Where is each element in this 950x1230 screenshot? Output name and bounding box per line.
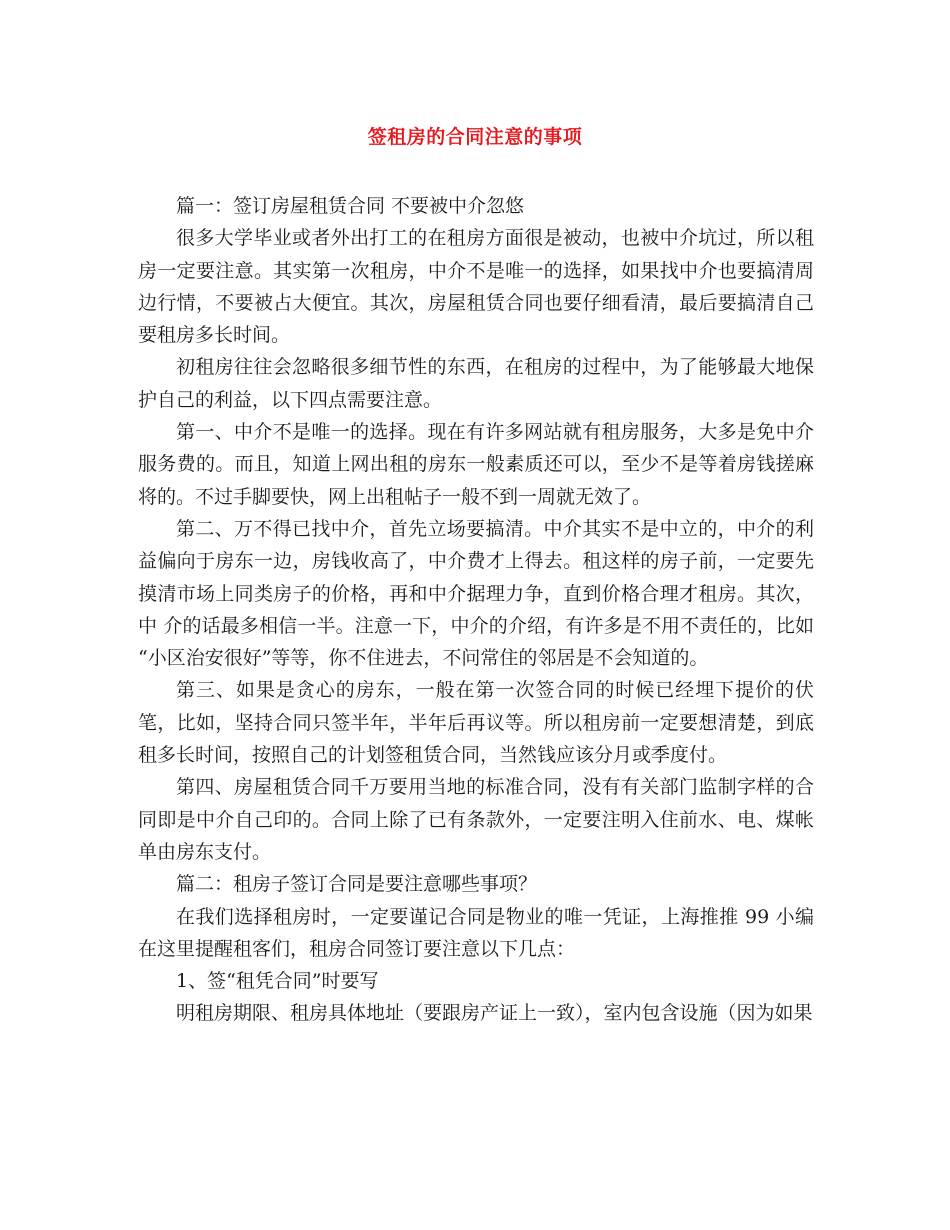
paragraph-item-1-body: 明租房期限、租房具体地址（要跟房产证上一致），室内包含设施（因为如果 [176,1002,813,1025]
paragraph-point-2: 第二、万不得已找中介，首先立场要搞清。中介其实不是中立的，中介的利益偏向于房东一边，房钱收高了，中介费才上得去。租这样的房子前，一定要先摸清市场上同类房子的价格，再和中介据理力争，直到价格合理才租房。其次，中 介的话最多相信一半。注意一下，中介的介绍，有许多是不用不责任的，比如 “小区治安很好”等等，你不住进去，不问常住的邻居是不会知道的。 [138,517,814,670]
paragraph-item-1-heading: 1、签“租凭合同”时要写 [176,970,379,993]
paragraph-point-1: 第一、中介不是唯一的选择。现在有许多网站就有租房服务，大多是免中介服务费的。而且，知道上网出租的房东一般素质还可以，至少不是等着房钱搓麻将的。不过手脚要快，网上出租帖子一般不到一周就无效了。 [138,421,814,508]
document-title: 签租房的合同注意的事项 [367,126,583,148]
paragraph-point-4: 第四、房屋租赁合同千万要用当地的标准合同，没有有关部门监制字样的合同即是中介自己印的。合同上除了已有条款外，一定要注明入住前水、电、煤帐 单由房东支付。 [138,776,814,863]
document-body [138,190,814,1030]
paragraph-part2-heading: 篇二：租房子签订合同是要注意哪些事项？ [176,873,538,896]
paragraph-part2-intro: 在我们选择租房时，一定要谨记合同是物业的唯一凭证，上海推推 99 小编在这里提醒租客们，租房合同签订要注意以下几点： [138,905,814,960]
paragraph-point-3: 第三、如果是贪心的房东，一般在第一次签合同的时候已经埋下提价的伏笔，比如，坚持合同只签半年，半年后再议等。所以租房前一定要想清楚，到底租多长时间，按照自己的计划签租赁合同，当然钱应该分月或季度付。 [138,679,814,767]
paragraph-notice: 初租房往往会忽略很多细节性的东西，在租房的过程中，为了能够最大地保护自己的利益，以下四点需要注意。 [138,356,814,411]
paragraph-part1-heading: 篇一：签订房屋租赁合同 不要被中介忽悠 [176,195,525,217]
paragraph-intro: 很多大学毕业或者外出打工的在租房方面很是被动，也被中介坑过，所以租房一定要注意。其实第一次租房，中介不是唯一的选择，如果找中介也要搞清周边行情，不要被占大便宜。其次，房屋租赁合同也要仔细看清，最后要搞清自己要租房多长时间。 [138,227,814,347]
